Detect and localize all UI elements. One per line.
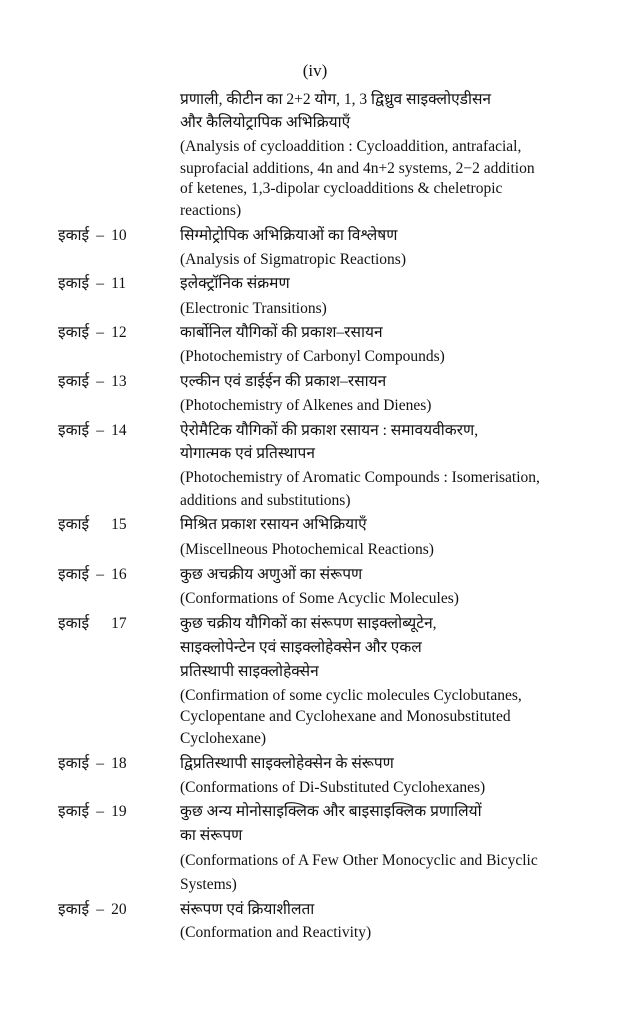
unit-word: इकाई (58, 422, 90, 439)
english-line: (Analysis of cycloaddition : Cycloaddition, antrafacial, (180, 138, 522, 155)
unit-hindi-title: कुछ चक्रीय यौगिकों का संरूपण साइक्लोब्यूटेन, (180, 615, 437, 632)
unit-dash: – (96, 901, 105, 918)
unit-word: इकाई (58, 901, 90, 918)
unit-word: इकाई (58, 566, 90, 583)
unit-english-title: (Conformation and Reactivity) (180, 924, 372, 941)
page-number: (iv) (302, 61, 328, 80)
english-line: of ketenes, 1,3-dipolar cycloadditions & cheletropic (180, 180, 503, 197)
unit-word: इकाई (58, 324, 90, 341)
unit-number: 13 (111, 373, 127, 390)
unit-word: इकाई (58, 615, 90, 632)
unit-hindi-title: कुछ अन्य मोनोसाइक्लिक और बाइसाइक्लिक प्रणालियों (180, 803, 482, 820)
unit-dash: – (96, 422, 105, 439)
unit-word: इकाई (58, 227, 90, 244)
unit-hindi-title: का संरूपण (180, 827, 243, 844)
unit-dash: – (96, 373, 105, 390)
unit-hindi-title: योगात्मक एवं प्रतिस्थापन (180, 445, 315, 462)
unit-number: 17 (111, 615, 127, 632)
unit-hindi-title: कुछ अचक्रीय अणुओं का संरूपण (180, 566, 363, 583)
unit-hindi-title: एल्कीन एवं डाईईन की प्रकाश–रसायन (180, 373, 387, 390)
unit-number: 20 (111, 901, 127, 918)
unit-label (58, 371, 127, 393)
unit-number: 18 (111, 755, 127, 772)
unit-english-title: (Conformations of A Few Other Monocyclic and Bicyclic (180, 852, 538, 869)
unit-word: इकाई (58, 803, 90, 820)
unit-hindi-title: सिग्मोट्रोपिक अभिक्रियाओं का विश्लेषण (180, 227, 398, 244)
english-line: reactions) (180, 202, 242, 219)
unit-hindi-title: प्रतिस्थापी साइक्लोहेक्सेन (180, 663, 319, 680)
unit-english-title: Cyclopentane and Cyclohexane and Monosubstituted (180, 708, 511, 725)
hindi-line: और कैलियोट्रापिक अभिक्रियाएँ (180, 114, 351, 131)
unit-english-title: additions and substitutions) (180, 492, 351, 509)
unit-label (58, 273, 126, 295)
unit-label (58, 514, 127, 536)
unit-dash: – (96, 227, 105, 244)
unit-label (58, 899, 127, 921)
unit-dash: – (96, 324, 105, 341)
unit-english-title: Cyclohexane) (180, 730, 267, 747)
unit-label (58, 225, 127, 247)
unit-english-title: (Photochemistry of Carbonyl Compounds) (180, 348, 445, 365)
unit-label (58, 613, 127, 635)
unit-number: 10 (111, 227, 127, 244)
unit-english-title: (Conformations of Di-Substituted Cyclohexanes) (180, 779, 486, 796)
unit-dash: – (96, 803, 105, 820)
unit-number: 15 (111, 516, 127, 533)
unit-label (58, 420, 127, 442)
unit-hindi-title: कार्बोनिल यौगिकों की प्रकाश–रसायन (180, 324, 383, 341)
unit-number: 19 (111, 803, 127, 820)
unit-dash: – (96, 275, 105, 292)
unit-number: 14 (111, 422, 127, 439)
unit-label (58, 564, 127, 586)
unit-label (58, 322, 127, 344)
unit-hindi-title: संरूपण एवं क्रियाशीलता (180, 901, 315, 918)
unit-label (58, 753, 127, 775)
unit-label (58, 801, 127, 823)
english-line: suprofacial additions, 4n and 4n+2 systems, 2−2 addition (180, 160, 535, 177)
unit-word: इकाई (58, 516, 90, 533)
unit-word: इकाई (58, 275, 90, 292)
unit-word: इकाई (58, 373, 90, 390)
unit-number: 12 (111, 324, 127, 341)
unit-english-title: (Conformations of Some Acyclic Molecules) (180, 590, 459, 607)
unit-english-title: (Analysis of Sigmatropic Reactions) (180, 251, 406, 268)
unit-hindi-title: द्विप्रतिस्थापी साइक्लोहेक्सेन के संरूपण (180, 755, 394, 772)
unit-english-title: (Electronic Transitions) (180, 300, 327, 317)
unit-number: 11 (111, 275, 127, 292)
unit-word: इकाई (58, 755, 90, 772)
unit-hindi-title: साइक्लोपेन्टेन एवं साइक्लोहेक्सेन और एकल (180, 639, 422, 656)
unit-number: 16 (111, 566, 127, 583)
unit-english-title: (Photochemistry of Alkenes and Dienes) (180, 397, 432, 414)
unit-hindi-title: मिश्रित प्रकाश रसायन अभिक्रियाएँ (180, 516, 367, 533)
unit-dash: – (96, 566, 105, 583)
unit-hindi-title: ऐरोमैटिक यौगिकों की प्रकाश रसायन : समावयवीकरण, (180, 422, 479, 439)
unit-dash: – (96, 755, 105, 772)
unit-hindi-title: इलेक्ट्रॉनिक संक्रमण (180, 275, 290, 292)
unit-english-title: (Confirmation of some cyclic molecules Cyclobutanes, (180, 687, 522, 704)
unit-english-title: Systems) (180, 876, 237, 893)
hindi-line: प्रणाली, कीटीन का 2+2 योग, 1, 3 द्विध्रुव साइक्लोएडीसन (180, 91, 492, 108)
unit-english-title: (Miscellneous Photochemical Reactions) (180, 541, 434, 558)
unit-english-title: (Photochemistry of Aromatic Compounds : Isomerisation, (180, 469, 540, 486)
